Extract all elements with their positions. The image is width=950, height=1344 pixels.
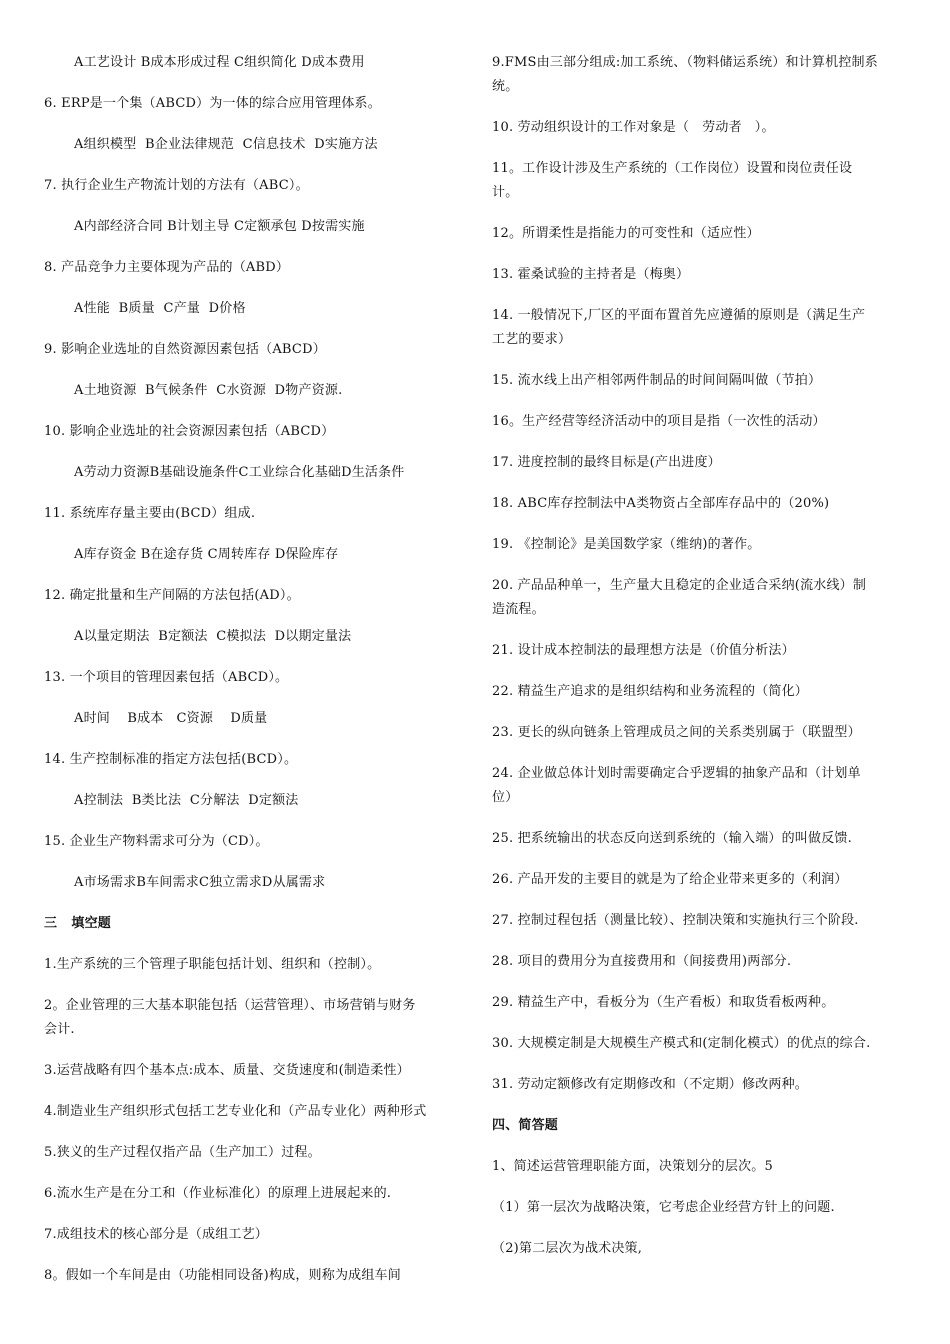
question-line: 7.成组技术的核心部分是（成组工艺） [44, 1227, 269, 1242]
question-line: 13. 一个项目的管理因素包括（ABCD）。 [44, 670, 289, 685]
question-line: 8. 产品竞争力主要体现为产品的（ABD） [44, 260, 290, 275]
question-line-continued: 造流程。 [492, 602, 545, 617]
option-line: A时间 B成本 C资源 D质量 [74, 711, 268, 726]
question-line: 25. 把系统输出的状态反向送到系统的（输入端）的叫做反馈. [492, 831, 852, 846]
question-line-continued: 计。 [492, 185, 519, 200]
question-line: 14. 生产控制标准的指定方法包括(BCD）。 [44, 752, 298, 767]
answer-line: （1）第一层次为战略决策，它考虑企业经营方针上的问题. [492, 1200, 835, 1215]
answer-line: （2)第二层次为战术决策, [492, 1241, 643, 1256]
option-line: A以量定期法 B定额法 C模拟法 D以期定量法 [74, 629, 352, 644]
question-line: 6. ERP是一个集（ABCD）为一体的综合应用管理体系。 [44, 96, 381, 111]
option-line: A库存资金 B在途存货 C周转库存 D保险库存 [74, 547, 339, 562]
option-line: A土地资源 B气候条件 C水资源 D物产资源. [74, 383, 343, 398]
question-line: 24. 企业做总体计划时需要确定合乎逻辑的抽象产品和（计划单 [492, 766, 861, 781]
question-line: 4.制造业生产组织形式包括工艺专业化和（产品专业化）两种形式 [44, 1104, 427, 1119]
question-line-continued: 统。 [492, 79, 519, 94]
question-line: 3.运营战略有四个基本点:成本、质量、交货速度和(制造柔性） [44, 1063, 410, 1078]
question-line: 8。假如一个车间是由（功能相同设备)构成，则称为成组车间 [44, 1268, 401, 1283]
question-line-continued: 会计. [44, 1022, 75, 1037]
question-line: 10. 劳动组织设计的工作对象是（ 劳动者 ）。 [492, 120, 775, 135]
question-line: 14. 一般情况下,厂区的平面布置首先应遵循的原则是（满足生产 [492, 308, 866, 323]
question-line: 20. 产品品种单一，生产量大且稳定的企业适合采纳(流水线）制 [492, 578, 867, 593]
option-line: A组织模型 B企业法律规范 C信息技术 D实施方法 [74, 137, 378, 152]
question-line: 31. 劳动定额修改有定期修改和（不定期）修改两种。 [492, 1077, 809, 1092]
question-line: 27. 控制过程包括（测量比较）、控制决策和实施执行三个阶段. [492, 913, 859, 928]
question-line: 9.FMS由三部分组成:加工系统、（物料储运系统）和计算机控制系 [492, 55, 878, 70]
question-line-continued: 位） [492, 790, 519, 805]
question-line: 23. 更长的纵向链条上管理成员之间的关系类别属于（联盟型） [492, 725, 861, 740]
question-line: 16。生产经营等经济活动中的项目是指（一次性的活动） [492, 414, 826, 429]
question-line: 1、简述运营管理职能方面，决策划分的层次。5 [492, 1159, 773, 1174]
question-line-continued: 工艺的要求） [492, 332, 572, 347]
question-line: 11. 系统库存量主要由(BCD）组成. [44, 506, 256, 521]
option-line: A控制法 B类比法 C分解法 D定额法 [74, 793, 299, 808]
option-line: A性能 B质量 C产量 D价格 [74, 301, 246, 316]
question-line: 15. 流水线上出产相邻两件制品的时间间隔叫做（节拍） [492, 373, 822, 388]
question-line: 10. 影响企业选址的社会资源因素包括（ABCD） [44, 424, 335, 439]
question-line: 30. 大规模定制是大规模生产模式和(定制化模式）的优点的综合. [492, 1036, 871, 1051]
question-line: 7. 执行企业生产物流计划的方法有（ABC）。 [44, 178, 309, 193]
option-line: A内部经济合同 B计划主导 C定额承包 D按需实施 [74, 219, 365, 234]
option-line: A市场需求B车间需求C独立需求D从属需求 [74, 875, 326, 890]
section-heading-short-answer: 四、简答题 [492, 1118, 559, 1133]
section-heading-fill-in: 三 填空题 [44, 916, 111, 931]
question-line: 18. ABC库存控制法中A类物资占全部库存品中的（20%) [492, 496, 830, 511]
question-line: 29. 精益生产中，看板分为（生产看板）和取货看板两种。 [492, 995, 835, 1010]
question-line: 15. 企业生产物料需求可分为（CD）。 [44, 834, 269, 849]
question-line: 6.流水生产是在分工和（作业标准化）的原理上进展起来的. [44, 1186, 392, 1201]
question-line: 5.狭义的生产过程仅指产品（生产加工）过程。 [44, 1145, 321, 1160]
question-line: 2。企业管理的三大基本职能包括（运营管理）、市场营销与财务 [44, 998, 416, 1013]
question-line: 21. 设计成本控制法的最理想方法是（价值分析法） [492, 643, 795, 658]
question-line: 28. 项目的费用分为直接费用和（间接费用)两部分. [492, 954, 792, 969]
question-line: 9. 影响企业选址的自然资源因素包括（ABCD） [44, 342, 326, 357]
question-line: 19. 《控制论》是美国数学家（维纳)的著作。 [492, 537, 761, 552]
question-line: 1.生产系统的三个管理子职能包括计划、组织和（控制）。 [44, 957, 381, 972]
question-line: 26. 产品开发的主要目的就是为了给企业带来更多的（利润） [492, 872, 848, 887]
question-line: 17. 进度控制的最终目标是(产出进度） [492, 455, 721, 470]
question-line: 13. 霍桑试验的主持者是（梅奥） [492, 267, 690, 282]
question-line: 22. 精益生产追求的是组织结构和业务流程的（简化） [492, 684, 809, 699]
question-line: 12. 确定批量和生产间隔的方法包括(AD）。 [44, 588, 300, 603]
option-line: A劳动力资源B基础设施条件C工业综合化基础D生活条件 [74, 465, 405, 480]
question-line: 11。工作设计涉及生产系统的（工作岗位）设置和岗位责任设 [492, 161, 853, 176]
question-line: 12。所谓柔性是指能力的可变性和（适应性） [492, 226, 760, 241]
option-line: A工艺设计 B成本形成过程 C组织简化 D成本费用 [74, 55, 365, 70]
